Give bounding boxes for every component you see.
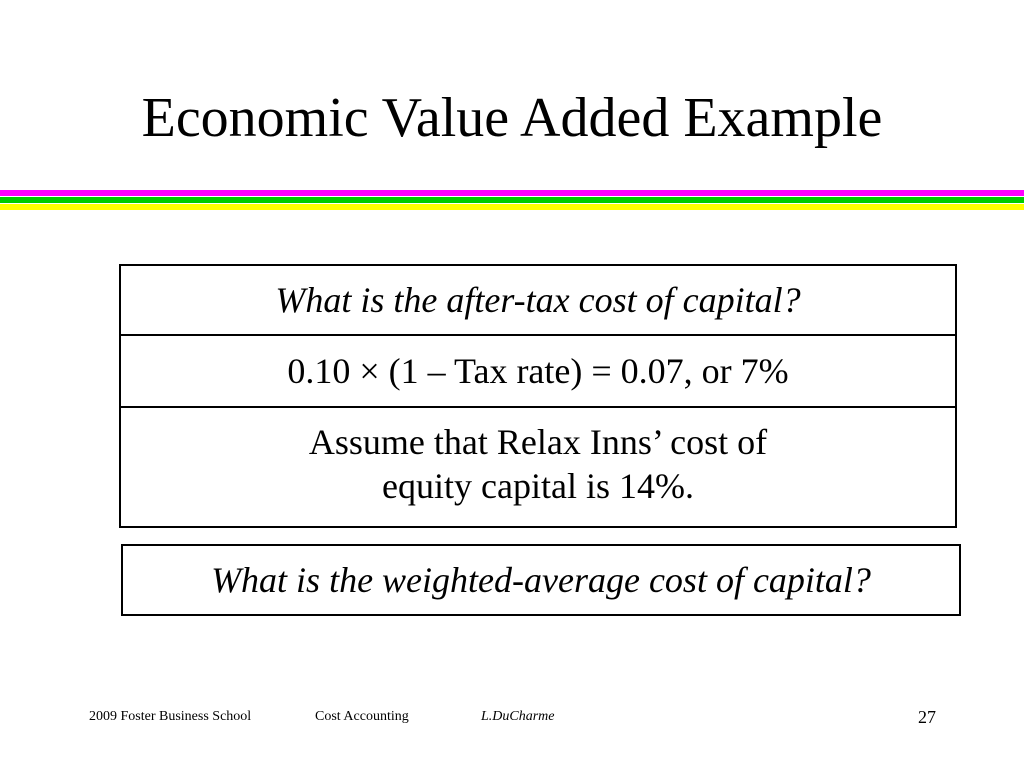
after-tax-formula: 0.10 × (1 – Tax rate) = 0.07, or 7% bbox=[121, 336, 955, 408]
equity-assumption-line-2: equity capital is 14%. bbox=[382, 466, 694, 506]
divider-stripe-magenta bbox=[0, 190, 1024, 196]
info-table bbox=[119, 264, 957, 528]
divider-stripe-yellow bbox=[0, 204, 1024, 210]
footer-author: L.DuCharme bbox=[481, 709, 555, 724]
equity-assumption bbox=[121, 408, 955, 526]
divider-stripe-green bbox=[0, 197, 1024, 203]
footer-course: Cost Accounting bbox=[315, 709, 409, 724]
slide-title: Economic Value Added Example bbox=[141, 87, 883, 149]
footer-school: 2009 Foster Business School bbox=[89, 709, 252, 724]
after-tax-question: What is the after-tax cost of capital? bbox=[121, 266, 955, 336]
page-number: 27 bbox=[918, 707, 936, 727]
equity-assumption-line-1: Assume that Relax Inns’ cost of bbox=[308, 422, 768, 462]
wacc-question: What is the weighted-average cost of capital? bbox=[121, 544, 961, 616]
